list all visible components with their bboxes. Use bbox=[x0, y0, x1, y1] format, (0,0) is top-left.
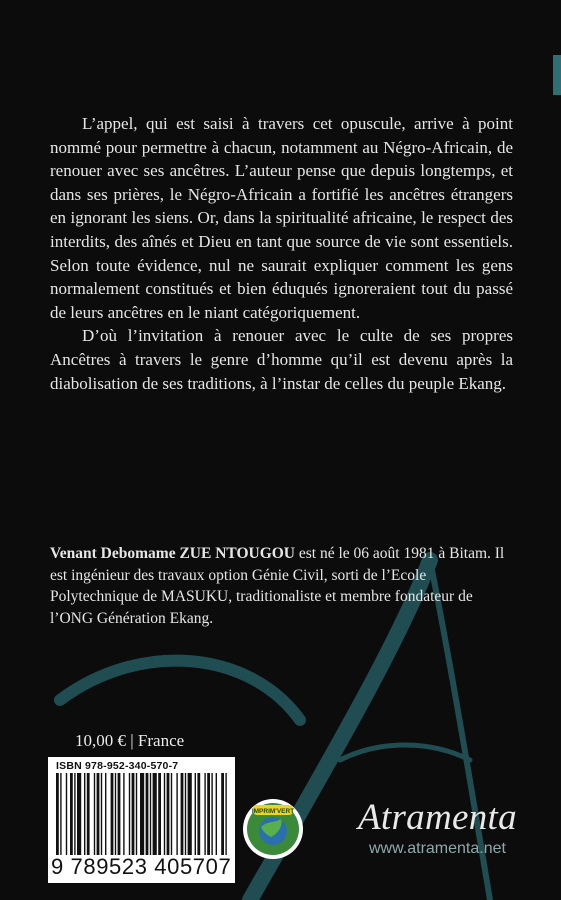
barcode-bar bbox=[216, 773, 217, 855]
publisher-logo: Atramenta bbox=[358, 797, 517, 838]
author-name: Venant Debomame ZUE NTOUGOU bbox=[50, 545, 296, 562]
barcode-bar bbox=[77, 773, 81, 855]
barcode-bar bbox=[136, 773, 137, 855]
barcode-bar bbox=[105, 773, 106, 855]
barcode-bar bbox=[158, 773, 161, 855]
barcode-bar bbox=[115, 773, 116, 855]
barcode bbox=[48, 757, 235, 883]
barcode-bar bbox=[123, 773, 124, 855]
barcode-bar bbox=[181, 773, 184, 855]
barcode-bar bbox=[132, 773, 135, 855]
barcode-bar bbox=[87, 773, 90, 855]
barcode-bar bbox=[56, 773, 59, 855]
isbn-label: ISBN 978-952-340-570-7 bbox=[56, 760, 179, 772]
barcode-bar bbox=[225, 773, 226, 855]
blurb-paragraph-2: D’où l’invitation à renouer avec le culte de ses propres Ancêtres à travers le genre d’homme qu’il est devenu après la diabolisation de ses traditions, à l’instar de celles du peuple Ekang. bbox=[50, 326, 513, 393]
barcode-bar bbox=[221, 773, 224, 855]
barcode-digits: 9 789523 405707 bbox=[51, 854, 232, 879]
barcode-bar bbox=[150, 773, 151, 855]
author-bio-text: est né le 06 août 1981 à Bitam. Il est ingénieur des travaux option Génie Civil, sorti de l’Ecole Polytechnique de MASUKU, traditionaliste et membre fondateur de l’ONG Génération Ekang. bbox=[50, 545, 505, 627]
barcode-bar bbox=[207, 773, 210, 855]
barcode-bar bbox=[167, 773, 170, 855]
barcode-bar bbox=[118, 773, 121, 855]
back-cover-blurb bbox=[50, 112, 513, 395]
barcode-bar bbox=[197, 773, 200, 855]
barcode-bar bbox=[84, 773, 85, 855]
barcode-bar bbox=[195, 773, 196, 855]
barcode-bar bbox=[153, 773, 157, 855]
barcode-bar bbox=[129, 773, 130, 855]
barcode-bar bbox=[111, 773, 114, 855]
blurb-paragraph-1: L’appel, qui est saisi à travers cet opuscule, arrive à point nommé pour permettre à chacun, notamment au Négro-Africain, de renouer avec ses ancêtres. L’auteur pense que depuis longtemps, et dans ses prières, le Négro-Africain a fortifié les ancêtres étrangers en ignorant les siens. Or, dans la spiritualité africaine, le respect des interdits, des aînés et Dieu en tant que source de vie sont essentiels. Selon toute évidence, nul ne saurait expliquer comment les gens normalement constitués et bien éduqués ignoreraient tout du passé de leurs ancêtres en le niant catégoriquement. bbox=[50, 114, 513, 322]
barcode-bar bbox=[146, 773, 149, 855]
price-label: 10,00 € | France bbox=[75, 731, 185, 750]
barcode-bar bbox=[164, 773, 165, 855]
barcode-bar bbox=[204, 773, 205, 855]
barcode-bar bbox=[94, 773, 95, 855]
imprim-vert-text: IMPRIM'VERT bbox=[251, 808, 295, 815]
author-bio bbox=[50, 543, 513, 629]
barcode-bar bbox=[74, 773, 75, 855]
barcode-bar bbox=[60, 773, 61, 855]
barcode-bar bbox=[171, 773, 172, 855]
barcode-bar bbox=[176, 773, 177, 855]
barcode-bar bbox=[211, 773, 212, 855]
accent-tab bbox=[553, 55, 561, 95]
barcode-bar bbox=[101, 773, 102, 855]
barcode-bar bbox=[188, 773, 192, 855]
publisher-website[interactable]: www.atramenta.net bbox=[369, 840, 506, 857]
barcode-bar bbox=[66, 773, 67, 855]
barcode-bar bbox=[70, 773, 73, 855]
imprim-vert-logo bbox=[241, 797, 305, 861]
barcode-bars bbox=[54, 773, 230, 855]
barcode-bar bbox=[140, 773, 144, 855]
barcode-bar bbox=[97, 773, 100, 855]
barcode-bar bbox=[185, 773, 186, 855]
